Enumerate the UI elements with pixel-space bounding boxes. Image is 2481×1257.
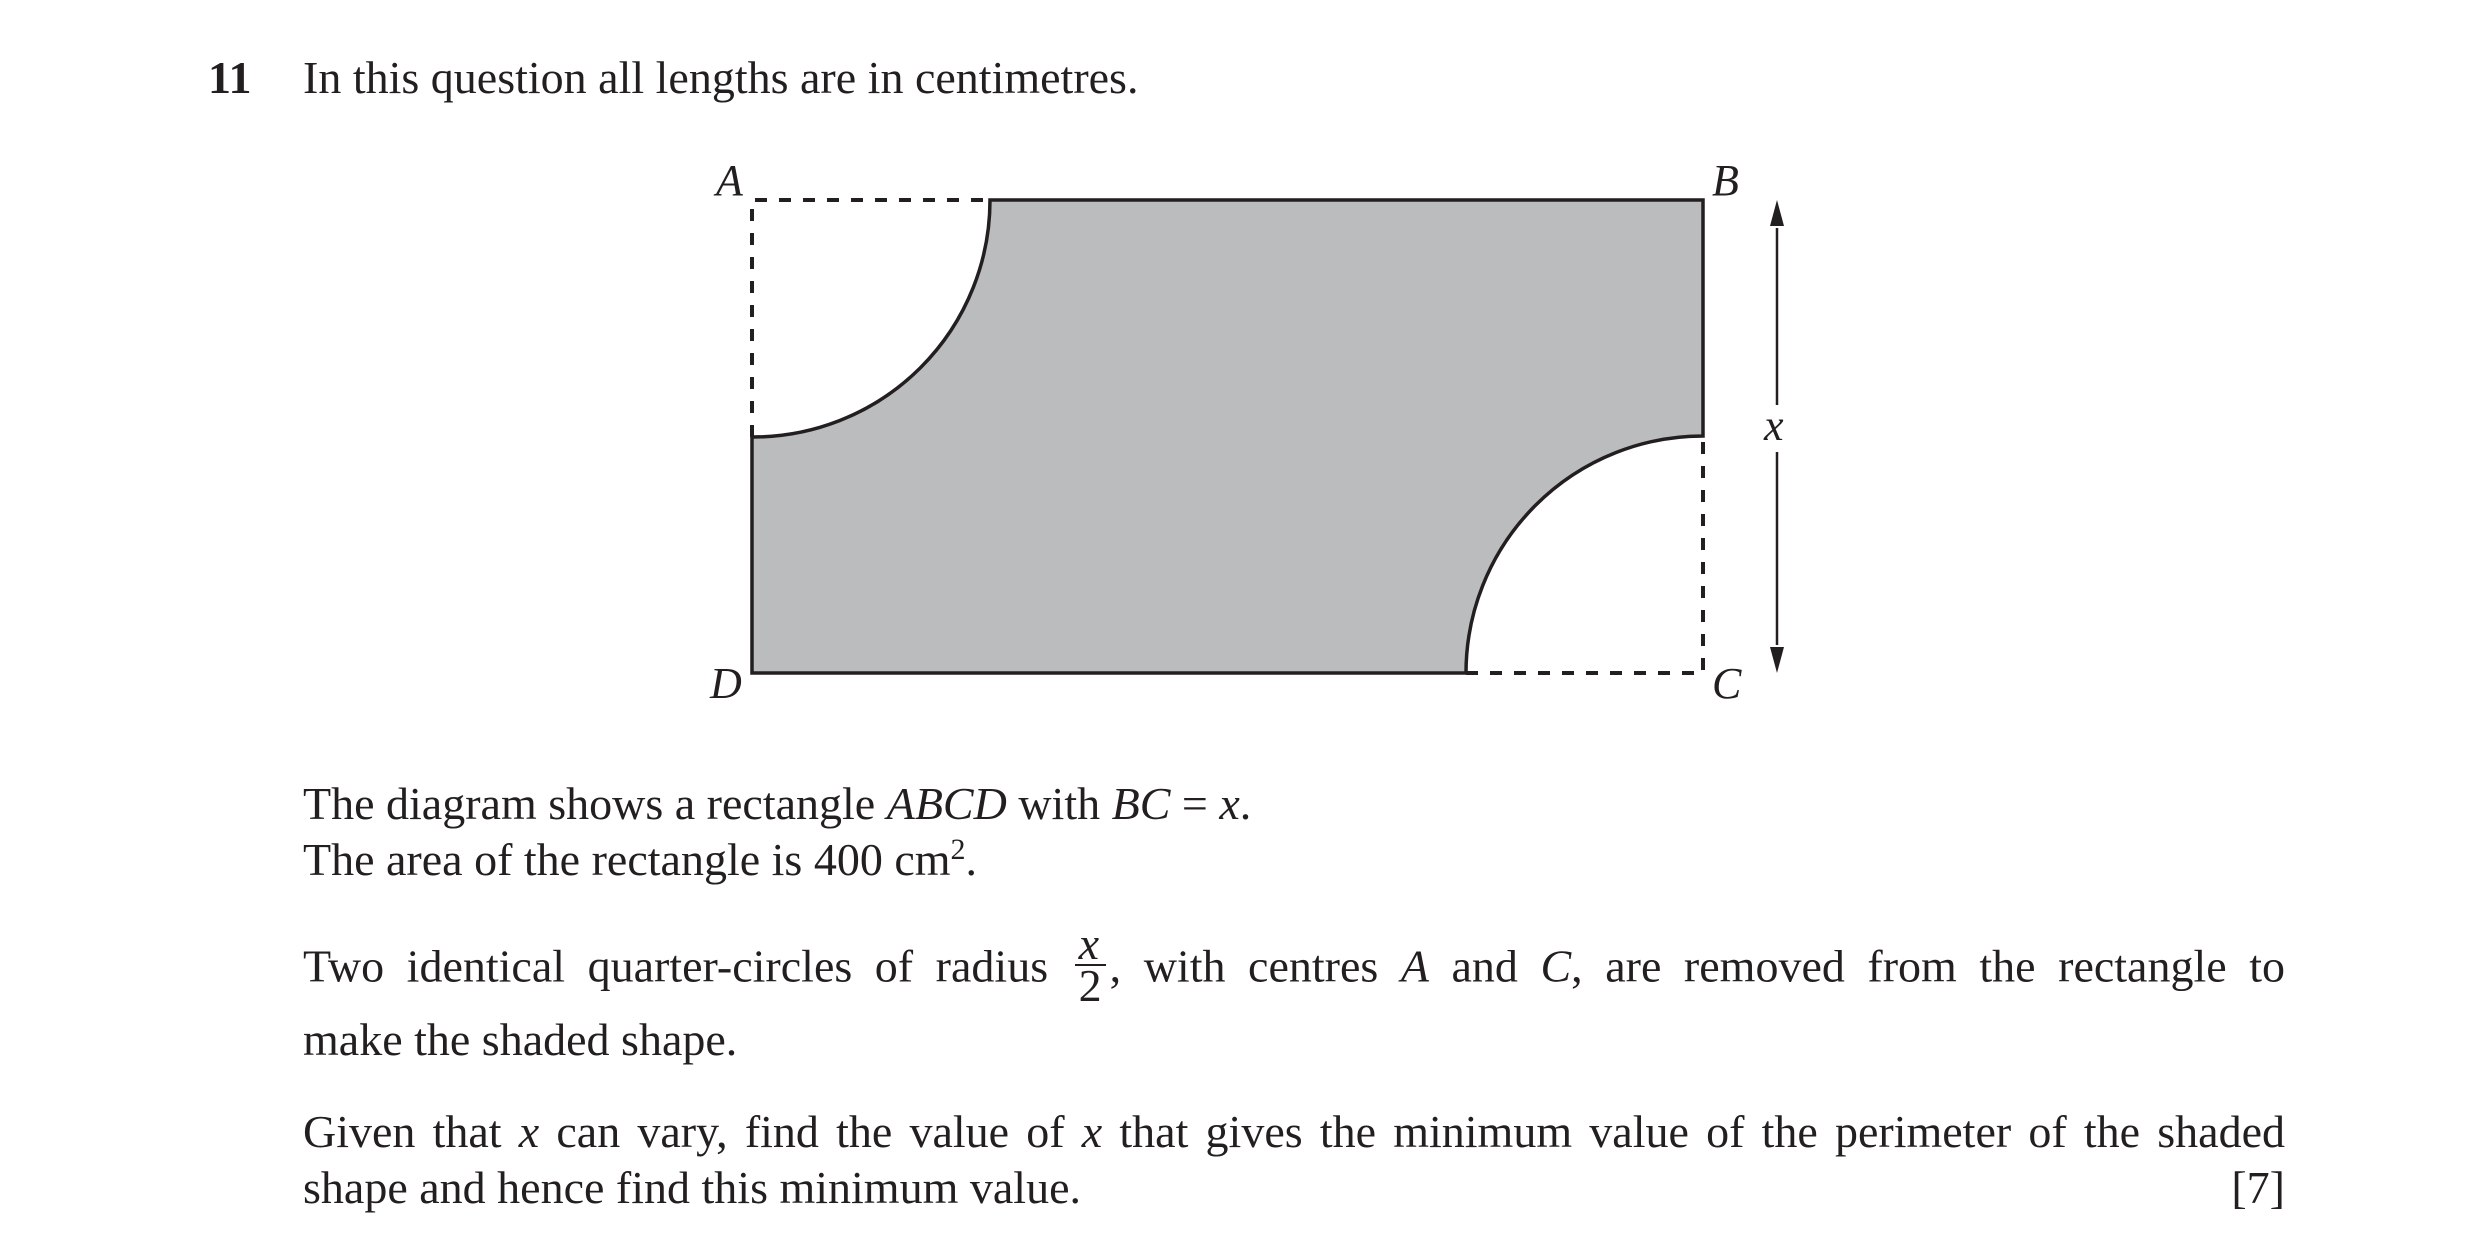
paragraph-task: [303, 1104, 2285, 1216]
arrow-up-icon: [1770, 200, 1784, 226]
paragraph-rectangle-line2: The area of the rectangle is 400 $cm^2$.: [303, 833, 978, 885]
question-intro: In this question all lengths are in centimetres.: [303, 52, 1139, 103]
paragraph-rectangle: [303, 776, 2285, 888]
label-b: B: [1712, 156, 1739, 205]
label-x: x: [1764, 401, 1784, 450]
paragraph-task-line1: Given that x can vary, find the value of x that gives the minimum value of the perimeter of the shaded: [303, 1106, 2285, 1157]
label-a: A: [716, 156, 743, 205]
paragraph-task-line2: shape and hence find this minimum value. [7]: [303, 1160, 2285, 1216]
paragraph-rectangle-line1: The diagram shows a rectangle ABCD with BC = x.: [303, 778, 1252, 829]
fraction-x-over-2: $\frac{x}{2}$: [1075, 924, 1106, 1006]
label-c: C: [1712, 659, 1742, 708]
shaded-shape: [752, 200, 1703, 673]
paragraph-quarter-circles-line2: make the shaded shape.: [303, 1014, 738, 1065]
question-number: 11: [208, 52, 252, 103]
paragraph-quarter-circles-line1: Two identical quarter-circles of radius $\frac{x}{2}$ , with centres A and C, are removed from the rectangle to: [303, 918, 2286, 1011]
paragraph-quarter-circles: [303, 918, 2286, 1068]
marks-label: [7]: [2231, 1162, 2285, 1213]
arrow-down-icon: [1770, 647, 1784, 673]
label-d: D: [710, 659, 742, 708]
